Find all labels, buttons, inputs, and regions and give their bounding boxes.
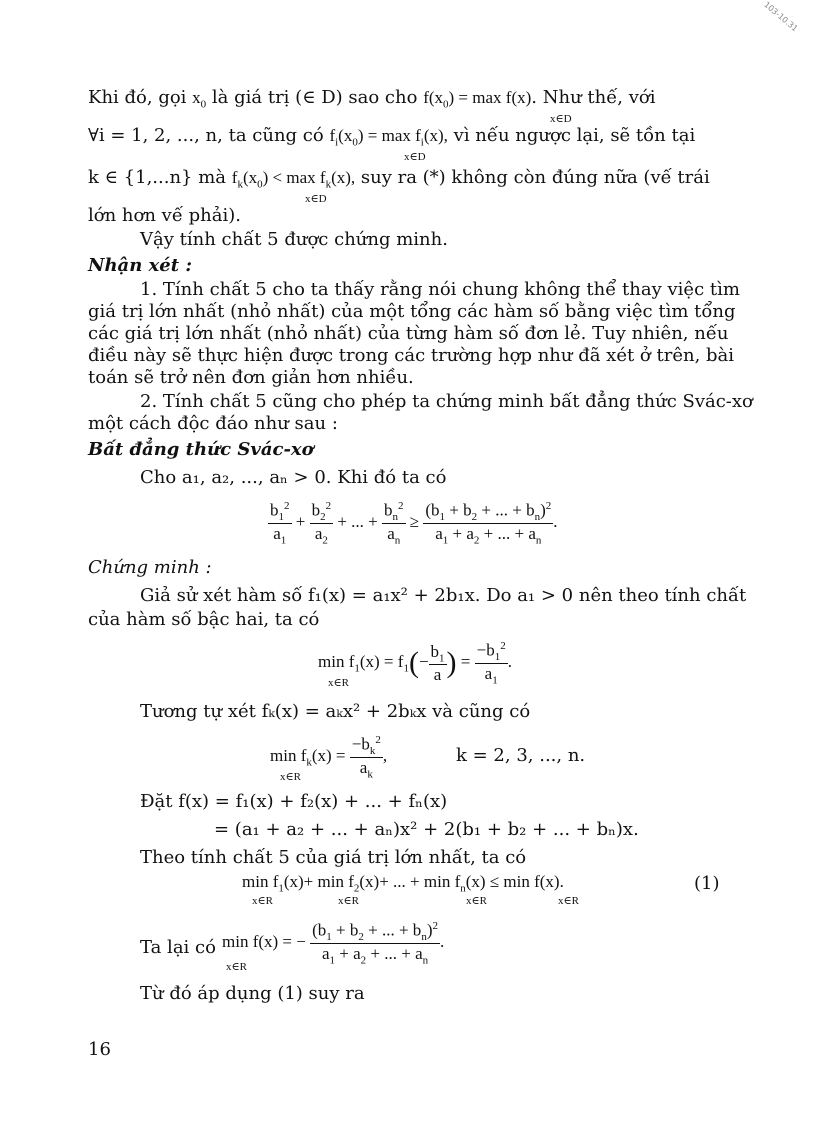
min-f-equation: min f(x) = − $\frac{(b_1 + b_2 + ... + b_n)^2}{a_1 + a_2 + ... + a_n}$ .: [222, 920, 445, 967]
text-line-3: k ∈ {1,...n} mà $f_k(x_0) < \max f_k(x)$, suy ra (*) không còn đúng nữa (vế trái: [88, 167, 710, 191]
theorem-line: Theo tính chất 5 của giá trị lớn nhất, ta có: [140, 847, 527, 868]
subscript-label: x∈R: [226, 961, 247, 973]
subscript-label: x∈R: [280, 771, 301, 783]
subscript-label: x∈R: [466, 895, 487, 907]
subscript-label: x∈R: [338, 895, 359, 907]
define-f-expanded: = (a₁ + a₂ + ... + aₙ)x² + 2(b₁ + b₂ + ... + bₙ)x.: [214, 819, 639, 840]
remark-1-line: điều này sẽ thực hiện được trong các trường hợp như đã xét ở trên, bài: [88, 345, 735, 366]
text-segment: k ∈ {1,...n} mà: [88, 167, 227, 188]
text-segment: vì nếu ngược lại, sẽ tồn tại: [453, 125, 696, 146]
text-segment: ∀i = 1, 2, ..., n, ta cũng có: [88, 125, 324, 146]
similar-line: Tương tự xét fₖ(x) = aₖx² + 2bₖx và cũng có: [140, 701, 531, 722]
remark-1-line: toán sẽ trở nên đơn giản hơn nhiều.: [88, 367, 414, 388]
subscript-label: x∈R: [558, 895, 579, 907]
text-segment: là giá trị (∈ D) sao cho: [211, 87, 418, 108]
remark-2-line: 2. Tính chất 5 cũng cho phép ta chứng minh bất đẳng thức Svác-xơ: [140, 391, 753, 412]
define-f-line: Đặt f(x) = f₁(x) + f₂(x) + ... + fₙ(x): [140, 791, 448, 812]
text-segment: suy ra (*) không còn đúng nữa (vế trái: [360, 167, 710, 188]
text-segment: Khi đó, gọi: [88, 87, 187, 108]
text-line-1: Khi đó, gọi $x_0$ là giá trị (∈ D) sao cho $f(x_0) = \max f(x)$. Như thế, với: [88, 87, 656, 111]
remark-1-line: 1. Tính chất 5 cho ta thấy rằng nói chung không thể thay việc tìm: [140, 279, 740, 300]
subscript-label: x∈R: [328, 677, 349, 689]
corner-stamp: 103-10.31: [762, 0, 800, 34]
proof-line: Giả sử xét hàm số f₁(x) = a₁x² + 2b₁x. Do a₁ > 0 nên theo tính chất: [140, 585, 747, 606]
heading-bat-dang-thuc: Bất đẳng thức Svác-xơ: [88, 439, 314, 460]
text-segment: . Như thế, với: [531, 87, 656, 108]
subscript-label: x∈D: [404, 151, 426, 163]
remark-1-line: giá trị lớn nhất (nhỏ nhất) của một tổng các hàm số bằng việc tìm tổng: [88, 301, 736, 322]
remark-1-line: các giá trị lớn nhất (nhỏ nhất) của từng hàm số đơn lẻ. Tuy nhiên, nếu: [88, 323, 729, 344]
given-line: Cho a₁, a₂, ..., aₙ > 0. Khi đó ta có: [140, 467, 447, 488]
conclusion-line: Từ đó áp dụng (1) suy ra: [140, 983, 365, 1004]
remark-2-line: một cách độc đáo như sau :: [88, 413, 338, 434]
text-line-4: lớn hơn vế phải).: [88, 205, 241, 226]
k-values: k = 2, 3, ..., n.: [456, 745, 586, 766]
text-line-2: ∀i = 1, 2, ..., n, ta cũng có $f_i(x_0) = \max f_i(x)$, vì nếu ngược lại, sẽ tồn tại: [88, 125, 696, 149]
heading-chung-minh: Chứng minh :: [88, 557, 212, 578]
subscript-label: x∈R: [252, 895, 273, 907]
subscript-label: x∈D: [550, 113, 572, 125]
text-line-5: Vậy tính chất 5 được chứng minh.: [140, 229, 448, 250]
schwarz-inequality: $\frac{b_1^2}{a_1}$ + $\frac{b_2^2}{a_2}$ + ... + $\frac{b_n^2}{a_n}$ ≥ $\frac{(b_1 + b_2 + ... + b_n)^2}{a_1 + a_2 + ... + a_n}$ .: [270, 500, 558, 547]
min-f1-equation: $\min f_1(x) = f_1(-$ $\frac{b_1}{a}$ ) = $\frac{-b_1^2}{a_1}$ .: [318, 640, 512, 687]
also-line: Ta lại có: [140, 937, 216, 958]
proof-line: của hàm số bậc hai, ta có: [88, 609, 320, 630]
subscript-label: x∈D: [305, 193, 327, 205]
min-fk-equation: $\min f_k(x)$ = $\frac{-b_k^2}{a_k}$ ,: [270, 734, 388, 781]
heading-nhan-xet: Nhận xét :: [88, 255, 192, 276]
equation-label-1: (1): [694, 873, 720, 894]
inequality-1: $\min f_1(x)+ \min f_2(x)+$ ... + $\min f_n(x) \le \min f(x)$.: [242, 872, 564, 895]
page-number: 16: [88, 1039, 111, 1060]
